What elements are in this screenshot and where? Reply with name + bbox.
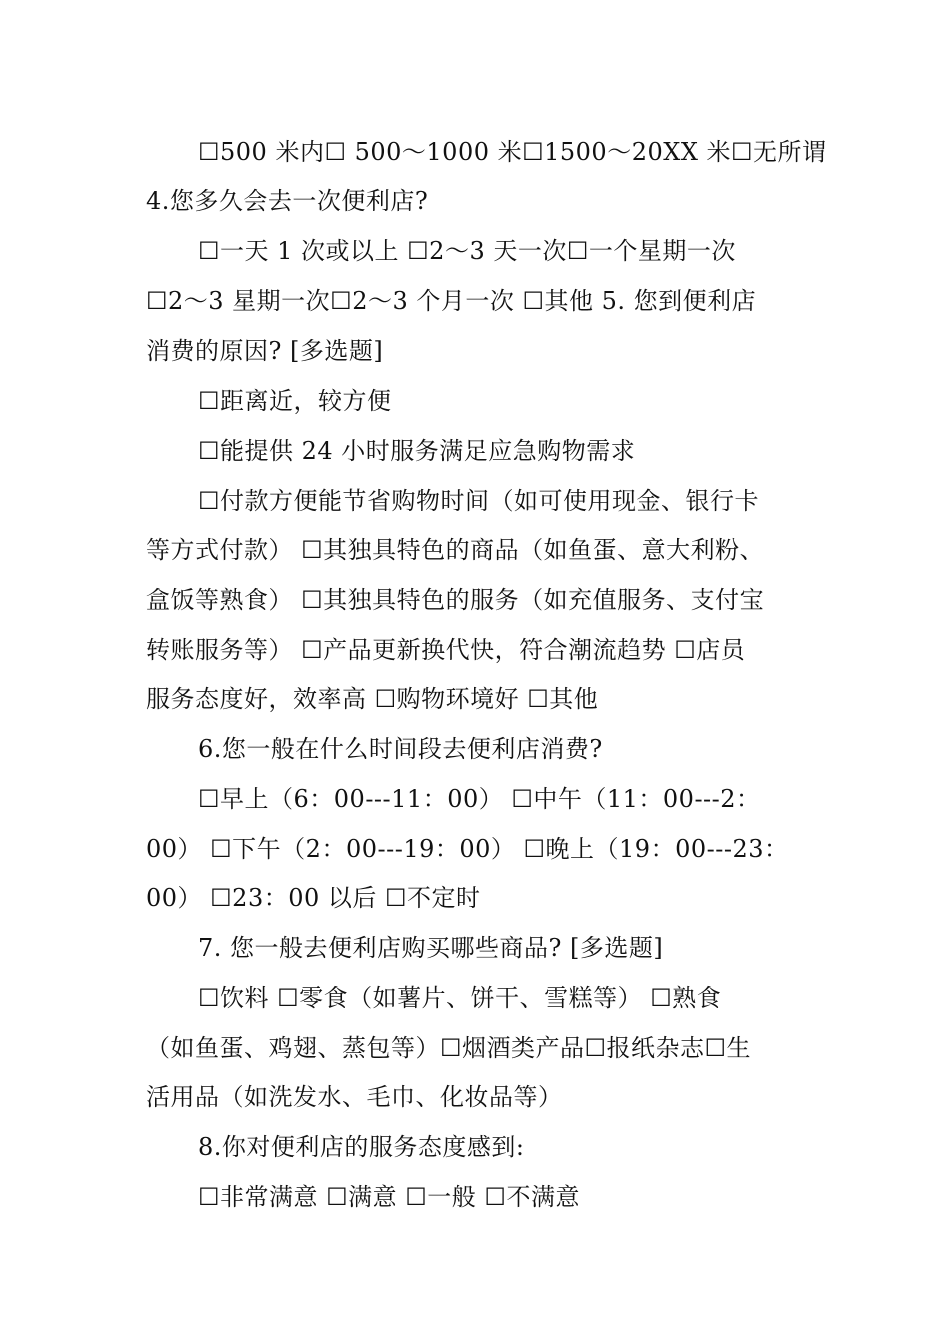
q7-options-line-2: （如鱼蛋、鸡翅、蒸包等）☐烟酒类产品☐报纸杂志☐生 [146, 1034, 752, 1062]
q6-options-line-2: 00） ☐下午（2：00---19：00） ☐晚上（19：00---23： [146, 835, 789, 863]
q8-question: 8.你对便利店的服务态度感到: [198, 1133, 525, 1161]
q7-options-line-3: 活用品（如洗发水、毛巾、化妆品等） [146, 1083, 563, 1111]
q3-options-distance: ☐500 米内☐ 500～1000 米☐1500～20XX 米☐无所谓 [198, 138, 827, 166]
q5-option-close: ☐距离近，较方便 [198, 387, 392, 415]
q4-question: 4.您多久会去一次便利店? [146, 187, 429, 215]
q4-options-line-2: ☐2～3 星期一次☐2～3 个月一次 ☐其他 5. 您到便利店 [146, 287, 757, 315]
q5-options-line-5: 服务态度好，效率高 ☐购物环境好 ☐其他 [146, 685, 599, 713]
q5-option-24h: ☐能提供 24 小时服务满足应急购物需求 [198, 437, 636, 465]
q6-question: 6.您一般在什么时间段去便利店消费? [198, 735, 603, 763]
q5-options-line-2: 等方式付款） ☐其独具特色的商品（如鱼蛋、意大利粉、 [146, 536, 765, 564]
q6-options-line-1: ☐早上（6：00---11：00） ☐中午（11：00---2： [198, 785, 761, 813]
q8-options: ☐非常满意 ☐满意 ☐一般 ☐不满意 [198, 1183, 580, 1211]
q5-options-line-3: 盒饭等熟食） ☐其独具特色的服务（如充值服务、支付宝 [146, 586, 765, 614]
q7-question: 7. 您一般去便利店购买哪些商品? [多选题] [198, 934, 664, 962]
q7-options-line-1: ☐饮料 ☐零食（如薯片、饼干、雪糕等） ☐熟食 [198, 984, 722, 1012]
q6-options-line-3: 00） ☐23：00 以后 ☐不定时 [146, 884, 481, 912]
q4-options-line-1: ☐一天 1 次或以上 ☐2～3 天一次☐一个星期一次 [198, 237, 736, 265]
q5-options-line-4: 转账服务等） ☐产品更新换代快，符合潮流趋势 ☐店员 [146, 636, 746, 664]
q5-question-continued: 消费的原因? [多选题] [146, 337, 384, 365]
q5-options-line-1: ☐付款方便能节省购物时间（如可使用现金、银行卡 [198, 487, 760, 515]
